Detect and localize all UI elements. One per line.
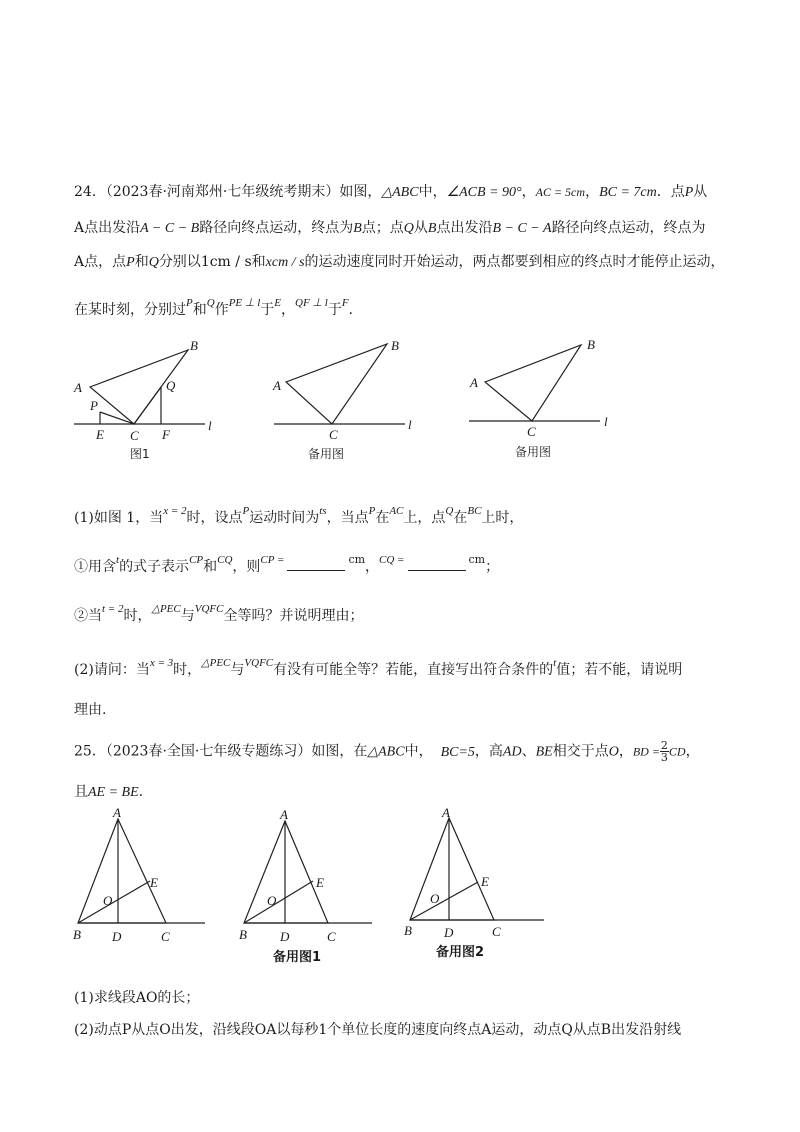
label-a: A [280,807,288,822]
q24-part1: (1)如图 1，当$^{x = 2}$时，设点$^P$运动时间为$^{ts}$，当点$^P$在$^{AC}$上，点$^Q$在$^{BC}$上时， [74,505,524,526]
q25-line2: 且AE = BE. [74,784,144,800]
triangle-abc [410,818,494,920]
triangle-abc [244,821,328,923]
label-c: C [492,924,501,939]
figure-caption: 备用图 [308,447,345,461]
q24-part2: (2)请问：当$^{x = 3}$时，$^{\triangle PEC}$与$^{VQFC}$有没有可能全等？若能，直接写出符合条件的$^t$值；若不能，请说明 [74,657,683,678]
label-e: E [481,874,489,889]
label-b: B [404,923,412,938]
label-o: O [267,893,277,908]
label-l: l [208,418,212,433]
q24-figure-2 [270,338,420,463]
label-a: A [470,375,478,390]
q25-figure-1 [70,805,215,965]
label-c: C [130,428,139,443]
triangle-abc [286,344,387,424]
altitude-be [244,881,313,923]
label-l: l [604,414,608,429]
label-b: B [391,338,399,353]
question-source: （2023春·河南郑州·七年级统考期末） [105,184,340,200]
segment-qc [134,387,161,424]
question-source: （2023春·全国·七年级专题练习） [105,743,312,760]
label-d: D [112,929,122,944]
figure-caption: 备用图1 [273,950,322,965]
triangle-abc [485,345,581,421]
altitude-be [78,881,150,923]
label-a: A [74,380,82,395]
q24-part2-cont: 理由. [74,702,107,718]
figure-caption: 图1 [130,447,150,461]
altitude-be [410,882,478,920]
q24-line1: 24．（2023春·河南郑州·七年级统考期末）如图，△ABC中，∠ACB = 90°，AC = 5cm，BC = 7cm．点P从 [74,184,708,200]
label-e: E [150,875,158,890]
label-c: C [161,929,170,944]
label-b: B [587,337,595,352]
label-l: l [408,417,412,432]
segment-pc [100,412,134,424]
q24-part1a: ①用含$^t$的式子表示$^{CP}$和$^{CQ}$，则$^{CP =}$ $^{cm}$，$^{CQ =}$ $^{cm}$； [74,553,500,575]
question-number: 24． [74,184,106,200]
label-c: C [327,929,336,944]
q25-figure-3 [402,800,552,960]
label-p: P [90,398,98,413]
q24-line4: 在某时刻，分别过$^P$和$^Q$作$^{PE \perp l}$于$^E$，$^{QF \perp l}$于$^F$. [74,297,353,318]
label-a: A [442,805,450,820]
label-a: A [113,805,121,820]
fraction-two-thirds: $\frac{2}{3}$ [660,739,668,764]
q25-figure-2 [236,805,381,965]
label-q: Q [166,378,176,393]
q24-line2: A点出发沿A − C − B路径向终点运动，终点为B点；点Q从B点出发沿B − C − A路径向终点运动，终点为 [74,220,706,236]
figure-caption: 备用图 [515,445,552,459]
answer-blank-cp[interactable] [287,556,345,571]
label-c: C [527,424,536,439]
question-number: 25． [74,743,106,760]
label-e: E [316,875,324,890]
q24-figure-3 [465,335,615,460]
label-a: A [273,378,281,393]
label-d: D [444,925,454,940]
q25-part2: (2)动点P从点O出发，沿线段OA以每秒1个单位长度的速度向终点A运动，动点Q从点B出发沿射线 [74,1022,682,1038]
q24-part1b: ②当$^{t = 2}$时，$^{\triangle PEC}$与$^{VQFC}$全等吗？并说明理由； [74,603,364,624]
label-c: C [329,427,338,442]
label-o: O [103,893,113,908]
label-d: D [280,929,290,944]
label-f: F [162,427,170,442]
answer-blank-cq[interactable] [408,556,466,571]
label-b: B [190,340,198,353]
label-e: E [96,427,104,442]
triangle-abc [78,819,166,923]
figure-caption: 备用图2 [436,945,485,960]
label-o: O [430,891,440,906]
q24-line3: A点，点P和Q分别以1cm / s和xcm / s的运动速度同时开始运动，两点都要到相应的终点时才能停止运动， [74,254,725,270]
q25-part1: (1)求线段AO的长； [74,990,200,1006]
q24-figure-1 [70,340,220,465]
label-b: B [73,927,81,942]
q25-line1: 25．（2023春·全国·七年级专题练习）如图，在△ABC中， BC=5，高AD、BE相交于点O，BD = $\frac{2}{3}$ CD， [74,739,700,764]
label-b: B [239,927,247,942]
